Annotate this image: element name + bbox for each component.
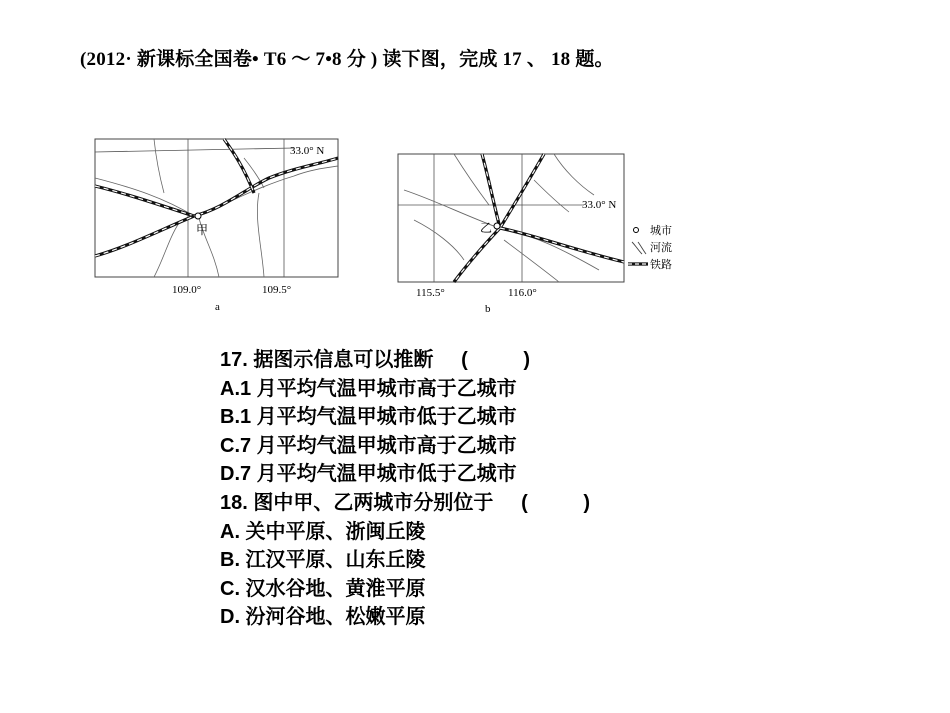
question-17: 17. 据图示信息可以推断 ( ) xyxy=(220,349,531,371)
map-a-caption: a xyxy=(215,301,220,313)
question-17-option-d: D.7 月平均气温甲城市低于乙城市 xyxy=(220,463,517,486)
question-18: 18. 图中甲、乙两城市分别位于 ( ) xyxy=(220,491,591,514)
map-a-lon-left: 109.0° xyxy=(172,284,202,296)
question-18-option-c: C. 汉水谷地、黄淮平原 xyxy=(220,577,426,600)
question-header: (2012· 新课标全国卷• T6 ～ 7•8 分 ) 读下图，完成 17 、 18 题。 xyxy=(80,49,614,70)
legend-river-icon xyxy=(632,242,646,254)
map-a-lon-right: 109.5° xyxy=(262,284,292,296)
legend-city-label: 城市 xyxy=(650,225,672,237)
map-b-lat-label: 33.0° N xyxy=(582,199,617,211)
question-18-option-b: B. 江汉平原、山东丘陵 xyxy=(220,549,426,572)
map-b-caption: b xyxy=(485,303,491,315)
map-b-lon-left: 115.5° xyxy=(416,287,445,299)
city-jia-label: 甲 xyxy=(196,223,209,237)
legend-river-label: 河流 xyxy=(650,242,672,254)
question-17-option-c: C.7 月平均气温甲城市高于乙城市 xyxy=(220,434,517,457)
map-b xyxy=(394,150,684,320)
questions-block xyxy=(220,346,590,632)
map-a-lat-label: 33.0° N xyxy=(290,145,325,157)
map-b-lon-right: 116.0° xyxy=(508,287,537,299)
question-18-option-d: D. 汾河谷地、松嫩平原 xyxy=(220,606,426,629)
legend-city-icon xyxy=(634,228,639,233)
city-yi-label: 乙 xyxy=(480,221,493,235)
city-jia-marker xyxy=(195,213,201,219)
question-17-option-b: B.1 月平均气温甲城市低于乙城市 xyxy=(220,406,517,429)
legend-railway-label: 铁路 xyxy=(650,259,672,271)
question-17-option-a: A.1 月平均气温甲城市高于乙城市 xyxy=(220,377,517,400)
question-18-option-a: A. 关中平原、浙闽丘陵 xyxy=(220,520,426,543)
map-a xyxy=(94,138,344,318)
city-yi-marker xyxy=(494,223,500,229)
